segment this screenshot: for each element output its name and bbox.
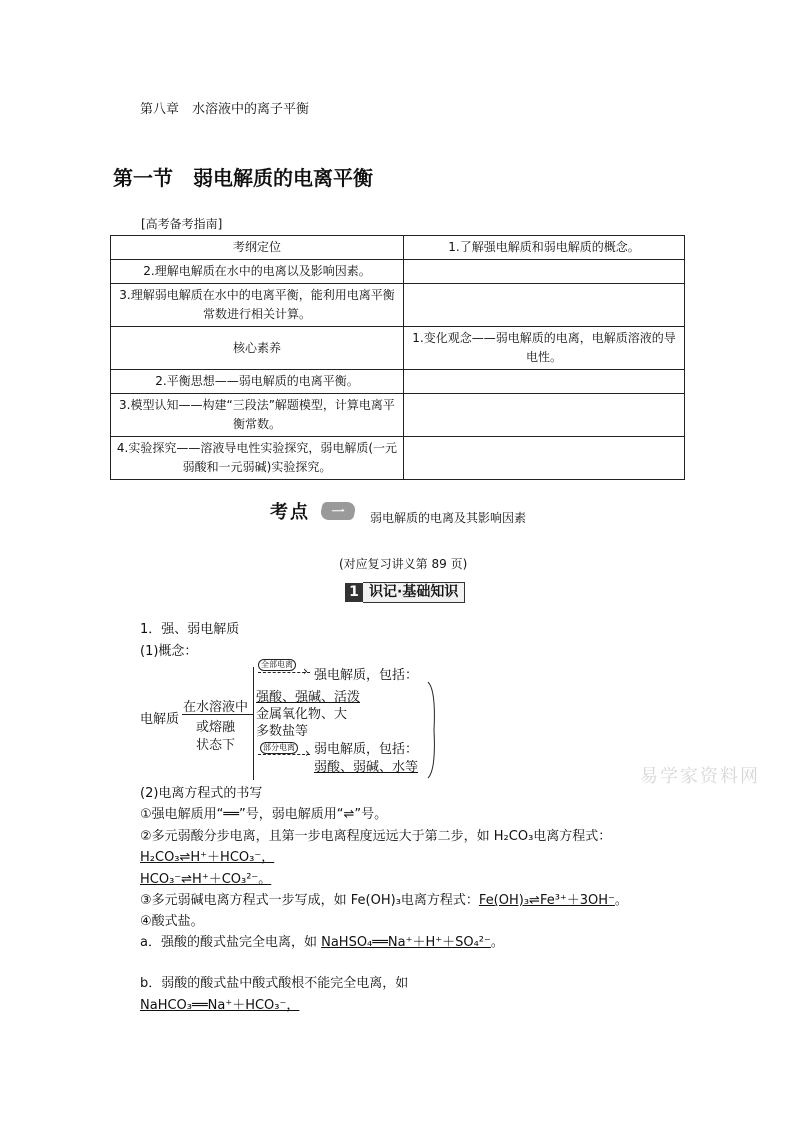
section-banner: [345, 582, 465, 603]
strong-line: 强酸、强碱、活泼: [256, 690, 361, 705]
equation: H₂CO₃⇌H⁺＋HCO₃⁻，: [140, 850, 275, 865]
equation: HCO₃⁻⇌H⁺＋CO₃²⁻。: [140, 872, 272, 887]
concept-heading: (1)概念：: [140, 644, 198, 659]
kaodian-topic: 弱电解质的电离及其影响因素: [370, 511, 527, 525]
rule-text: ④酸式盐。: [140, 914, 204, 929]
brace-icon: [424, 680, 440, 780]
table-row: [111, 437, 685, 480]
guide-table: [110, 235, 685, 480]
arrow-head-icon: ›: [303, 664, 308, 678]
table-row: [111, 284, 685, 327]
rule-text: ①强电解质用“══”号，弱电解质用“⇌”号。: [140, 807, 388, 822]
table-row: [111, 370, 685, 394]
strong-line: 金属氧化物、大: [256, 707, 348, 722]
watermark: 易学家资料网: [640, 766, 760, 787]
diagram-condition: 在水溶液中: [183, 700, 249, 715]
table-cell: 3.模型认知——构建“三段法”解题模型，计算电离平衡常数。: [111, 394, 404, 437]
dashed-arrow: [258, 754, 310, 755]
rule-text: b．弱酸的酸式盐中酸式酸根不能完全电离，如: [140, 976, 409, 991]
chapter-header: 第八章 水溶液中的离子平衡: [140, 102, 310, 117]
table-cell: [404, 260, 685, 284]
kaodian-badge-icon: [319, 502, 357, 520]
partial-ion-tag: 部分电离: [260, 742, 298, 754]
diagram-condition: 或熔融: [196, 720, 236, 735]
table-cell: 4.实验探究——溶液导电性实验探究，弱电解质(一元弱酸和一元弱碱)实验探究。: [111, 437, 404, 480]
rule-text: a．强酸的酸式盐完全电离，如 NaHSO₄══Na⁺＋H⁺＋SO₄²⁻。: [140, 935, 504, 950]
kaodian-heading: [270, 498, 355, 524]
full-ion-tag: 全部电离: [258, 659, 296, 671]
table-cell: 2.理解电解质在水中的电离以及影响因素。: [111, 260, 404, 284]
table-cell: 1.变化观念——弱电解质的电离，电解质溶液的导电性。: [404, 327, 685, 370]
kaodian-word: 考点: [270, 502, 310, 523]
table-cell: [404, 437, 685, 480]
table-cell: 2.平衡思想——弱电解质的电离平衡。: [111, 370, 404, 394]
rule-text: ②多元弱酸分步电离，且第一步电离程度远远大于第二步，如 H₂CO₃电离方程式：: [140, 829, 612, 844]
equation: NaHCO₃══Na⁺＋HCO₃⁻，: [140, 998, 300, 1013]
reference-note: (对应复习讲义第 89 页): [339, 557, 468, 571]
table-cell: 1.了解强电解质和弱电解质的概念。: [404, 236, 685, 260]
table-row: [111, 394, 685, 437]
table-cell: [404, 370, 685, 394]
bracket-line: [253, 667, 254, 780]
diagram-root: 电解质: [140, 712, 180, 727]
table-cell: 3.理解弱电解质在水中的电离平衡，能利用电离平衡常数进行相关计算。: [111, 284, 404, 327]
rule-text: ③多元弱碱电离方程式一步写成，如 Fe(OH)₃电离方程式：Fe(OH)₃⇌Fe³⁺＋3OH⁻。: [140, 893, 628, 908]
brace-path: [428, 682, 434, 778]
weak-electrolyte-label: 弱电解质，包括：: [314, 742, 419, 757]
table-cell: [404, 284, 685, 327]
section-title: 第一节 弱电解质的电离平衡: [113, 166, 373, 190]
table-cell: [404, 394, 685, 437]
strong-line: 多数盐等: [256, 724, 309, 739]
strong-electrolyte-label: 强电解质，包括：: [314, 668, 419, 683]
table-cell: 核心素养: [111, 327, 404, 370]
table-row: [111, 260, 685, 284]
diagram-condition: 状态下: [196, 738, 236, 753]
weak-line: 弱酸、弱碱、水等: [314, 760, 419, 775]
divider: [182, 714, 254, 715]
banner-text: 识记·基础知识: [363, 582, 465, 603]
kaodian-number: 一: [331, 505, 345, 520]
table-row: [111, 236, 685, 260]
guide-label: [高考备考指南]: [141, 217, 223, 231]
equation-heading: (2)电离方程式的书写: [140, 786, 263, 801]
banner-number: 1: [345, 583, 363, 602]
table-cell: 考纲定位: [111, 236, 404, 260]
table-row: [111, 327, 685, 370]
item-heading: 1．强、弱电解质: [140, 622, 240, 637]
arrow-head-icon: ›: [305, 746, 310, 760]
